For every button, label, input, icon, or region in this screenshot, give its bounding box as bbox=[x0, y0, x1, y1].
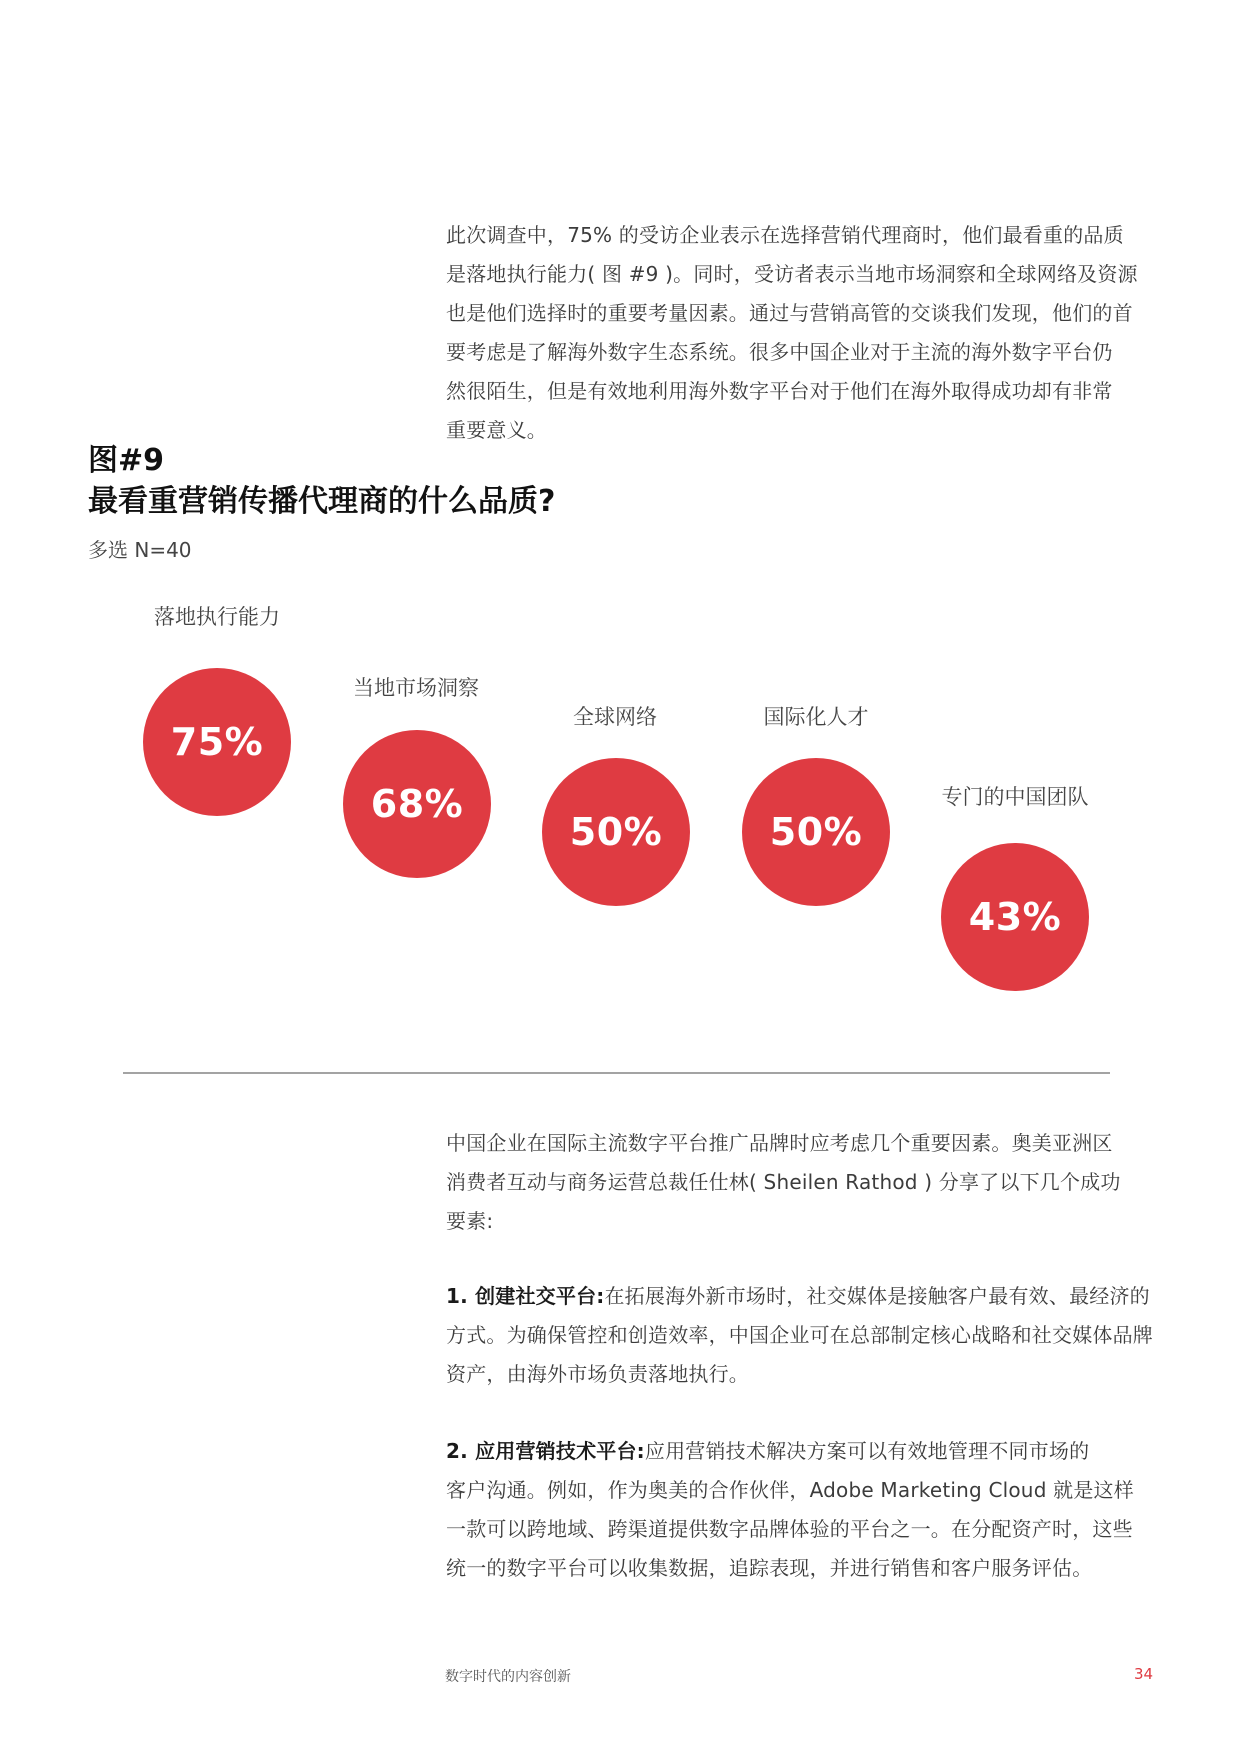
intro-line: 此次调查中，75% 的受访企业表示在选择营销代理商时，他们最看重的品质 bbox=[446, 223, 1124, 247]
bubble-label: 落地执行能力 bbox=[154, 605, 280, 629]
body-line: 中国企业在国际主流数字平台推广品牌时应考虑几个重要因素。奥美亚洲区 bbox=[446, 1131, 1113, 1155]
point-line: 统一的数字平台可以收集数据，追踪表现，并进行销售和客户服务评估。 bbox=[446, 1556, 1093, 1580]
point-line: 资产，由海外市场负责落地执行。 bbox=[446, 1362, 749, 1386]
intro-line: 要考虑是了解海外数字生态系统。很多中国企业对于主流的海外数字平台仍 bbox=[446, 340, 1113, 364]
bubble-value: 68% bbox=[370, 782, 464, 826]
point-heading: 1. 创建社交平台: bbox=[446, 1284, 605, 1308]
point-line bbox=[446, 1432, 1166, 1471]
bubble bbox=[742, 758, 890, 906]
intro-line: 然很陌生，但是有效地利用海外数字平台对于他们在海外取得成功却有非常 bbox=[446, 379, 1113, 403]
intro-line: 是落地执行能力( 图 #9 )。同时，受访者表示当地市场洞察和全球网络及资源 bbox=[446, 262, 1138, 286]
bubble bbox=[143, 668, 291, 816]
bubble-label: 当地市场洞察 bbox=[353, 676, 479, 700]
body-line: 要素: bbox=[446, 1209, 494, 1233]
figure-number: 图#9 bbox=[88, 443, 165, 478]
intro-line: 重要意义。 bbox=[446, 418, 547, 442]
point-text: 应用营销技术解决方案可以有效地管理不同市场的 bbox=[644, 1439, 1090, 1463]
bubble-label: 全球网络 bbox=[573, 705, 657, 729]
figure-title: 最看重营销传播代理商的什么品质? bbox=[88, 484, 556, 519]
point-heading: 2. 应用营销技术平台: bbox=[446, 1439, 645, 1463]
intro-paragraph bbox=[446, 216, 1166, 450]
footer-title: 数字时代的内容创新 bbox=[445, 1669, 571, 1685]
intro-line: 也是他们选择时的重要考量因素。通过与营销高管的交谈我们发现，他们的首 bbox=[446, 301, 1133, 325]
page-number: 34 bbox=[1134, 1665, 1154, 1683]
point-text: 在拓展海外新市场时，社交媒体是接触客户最有效、最经济的 bbox=[604, 1284, 1150, 1308]
point-line: 方式。为确保管控和创造效率，中国企业可在总部制定核心战略和社交媒体品牌 bbox=[446, 1323, 1153, 1347]
bubble bbox=[542, 758, 690, 906]
bubble bbox=[941, 843, 1089, 991]
point-social-platform bbox=[446, 1277, 1166, 1394]
bubble bbox=[343, 730, 491, 878]
point-line: 一款可以跨地域、跨渠道提供数字品牌体验的平台之一。在分配资产时，这些 bbox=[446, 1517, 1133, 1541]
figure-subtitle: 多选 N=40 bbox=[88, 538, 192, 562]
point-martech-platform bbox=[446, 1432, 1166, 1588]
bubble-value: 50% bbox=[769, 810, 863, 854]
bubble-label: 专门的中国团队 bbox=[941, 785, 1089, 809]
bubble-value: 43% bbox=[968, 895, 1062, 939]
point-line bbox=[446, 1277, 1166, 1316]
body-line: 消费者互动与商务运营总裁任仕林( Sheilen Rathod ) 分享了以下几个成功 bbox=[446, 1170, 1121, 1194]
section-divider bbox=[123, 1072, 1110, 1074]
point-line: 客户沟通。例如，作为奥美的合作伙伴，Adobe Marketing Cloud 就是这样 bbox=[446, 1478, 1134, 1502]
bubble-value: 75% bbox=[170, 720, 264, 764]
body-paragraph bbox=[446, 1124, 1166, 1241]
bubble-value: 50% bbox=[569, 810, 663, 854]
bubble-label: 国际化人才 bbox=[763, 705, 869, 729]
